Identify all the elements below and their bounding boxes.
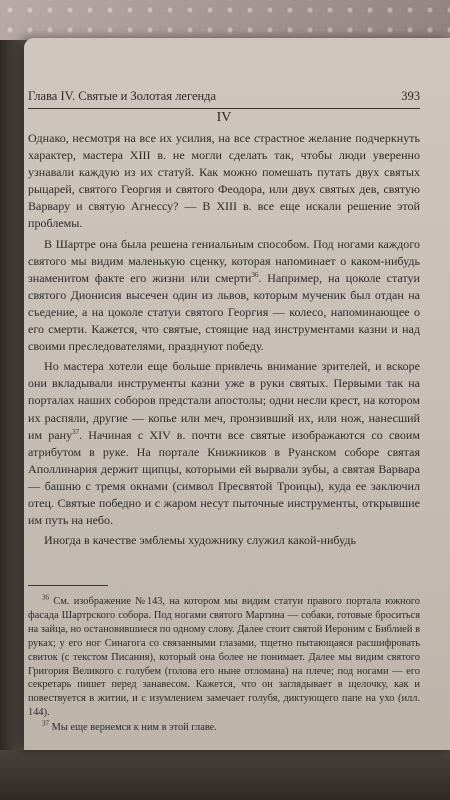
running-header	[28, 88, 420, 109]
footnote: $^{37}$ Мы еще вернемся к ним в этой главе.	[42, 719, 217, 734]
page-number: 393	[401, 89, 420, 103]
footnote-ref[interactable]: 36	[251, 270, 259, 279]
footnotes	[28, 595, 420, 736]
main-text	[28, 130, 420, 552]
footnote: $^{36}$ См. изображение №143, на котором мы видим статуи правого портала южного фасада Шартрского собора. Под ногами святого Мартина — собаки, готовые броситься на зайца, но остановившиеся по одному слову. Далее стоит святой Иероним с Библией в руках; у его ног Синагога со связанными глазами, тщетно пытающаяся расшифровать свиток (с текстом Писания), который она более не понимает. Далее мы видим святого Григория Великого с голубем (голова его ныне отломана) на плече; под ногами — его секретарь пишет перед занавесом. Кажется, что он заглядывает в щелочку, как и повествуется в житии, и с изумлением замечает голубя, диктующего папе на ухо (илл. 144).	[28, 593, 420, 719]
footnote-divider	[28, 585, 108, 586]
footnote-mark: 36	[42, 593, 49, 602]
footnote-mark: 37	[42, 719, 49, 728]
paragraph: Однако, несмотря на все их усилия, на все страстное желание подчеркнуть характер, мастера XIII в. не могли сделать так, чтобы люди уверенно узнавали каждую из их статуй. Как можно помешать путать двух святых рыцарей, святого Георгия и святого Феодора, или двух святых дев, святую Варвару и святую Агнессу? — В XIII в. все еще искали решение этой проблемы.	[28, 131, 420, 231]
paragraph: В Шартре она была решена гениальным способом. Под ногами каждого святого мы видим маленькую сценку, которая напоминает о каком-нибудь знаменитом факте его жизни или смерти$^{36}$. Например, на цоколе статуи святого Дионисия высечен один из львов, которым мученик был отдан на съедение, а на цоколе статуи святого Георгия — колесо, напоминающее о его смерти. Кажется, что святые, стоящие над инструментами казни и над своими преследователями, празднуют победу.	[28, 236, 420, 354]
paragraph: Но мастера хотели еще больше привлечь внимание зрителей, и вскоре они вкладывали инструменты казни уже в руки святых. Первыми так на порталах наших соборов предстали апостолы; одни несли крест, на котором их распяли, другие — копье или меч, пронзивший их, или нож, нанесший им рану$^{37}$. Начиная с XIV в. почти все святые изображаются со своим атрибутом в руке. На портале Книжников в Руанском соборе святая Аполлинария держит щипцы, которыми ей вырвали зубы, а святая Варвара — башню с тремя окнами (символ Пресвятой Троицы), куда ее заключил отец. Святые победно и с жаром несут пыточные инструменты, открывшие им путь на небо.	[28, 359, 420, 528]
section-heading: IV	[216, 110, 232, 125]
footnote-ref[interactable]: 37	[72, 427, 80, 436]
paragraph: Иногда в качестве эмблемы художнику служил какой-нибудь	[44, 533, 356, 548]
chapter-title: Глава IV. Святые и Золотая легенда	[28, 89, 217, 103]
